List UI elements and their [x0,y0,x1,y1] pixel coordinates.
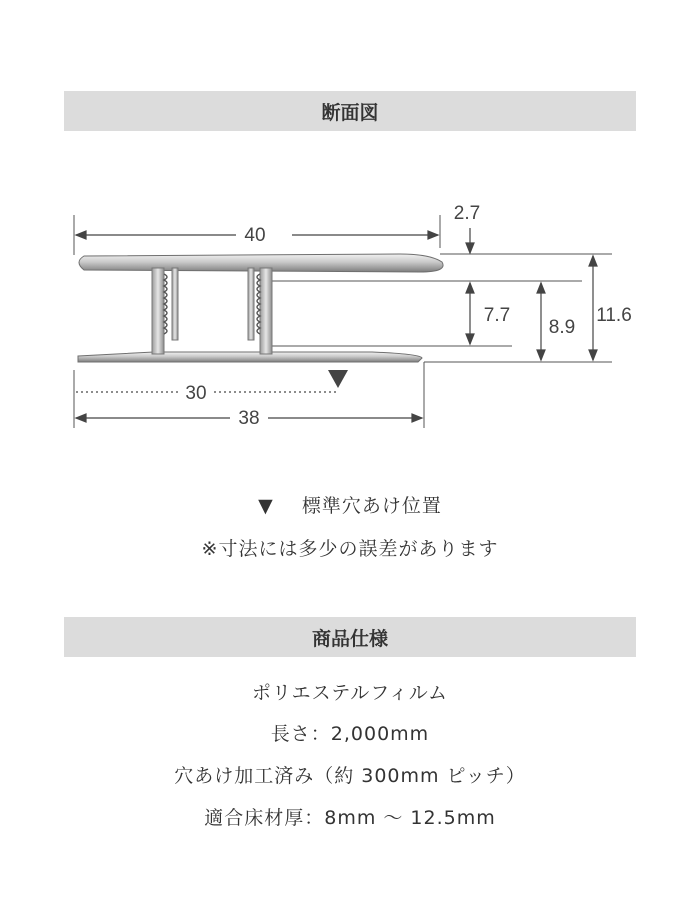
dim-label-hole-position: 30 [185,383,207,404]
legend-text: 標準穴あけ位置 [301,495,442,517]
dim-label-mid-height: 8.9 [548,317,576,338]
spec-drilling: 穴あけ加工済み（約 300mm ピッチ） [174,765,526,787]
section-header-specs [64,617,636,657]
dim-label-width-top: 40 [244,225,266,246]
dim-label-total-height: 11.6 [596,305,632,326]
cross-section-diagram [0,180,700,450]
legend-marker-icon: ▼ [258,495,274,517]
spec-length: 長さ：2,000mm [270,723,430,745]
profile-right-channel [248,268,272,354]
spec-material: ポリエステルフィルム [251,682,448,704]
hole-position-legend [0,491,700,518]
dim-label-inner-height: 7.7 [483,305,511,326]
spec-floor-thickness: 適合床材厚：8mm ～ 12.5mm [204,807,496,829]
section-title: 断面図 [321,101,379,124]
section-title: 商品仕様 [311,627,388,650]
hole-position-marker [328,370,348,388]
section-header-cross-section [64,91,636,131]
hole-position-dimension [76,370,348,392]
profile-left-channel [152,268,178,354]
dim-label-lip: 2.7 [453,203,481,224]
profile-bottom-plate [78,352,422,362]
tolerance-note: ※寸法には多少の誤差があります [201,538,499,560]
dim-label-width-bottom: 38 [238,408,260,429]
